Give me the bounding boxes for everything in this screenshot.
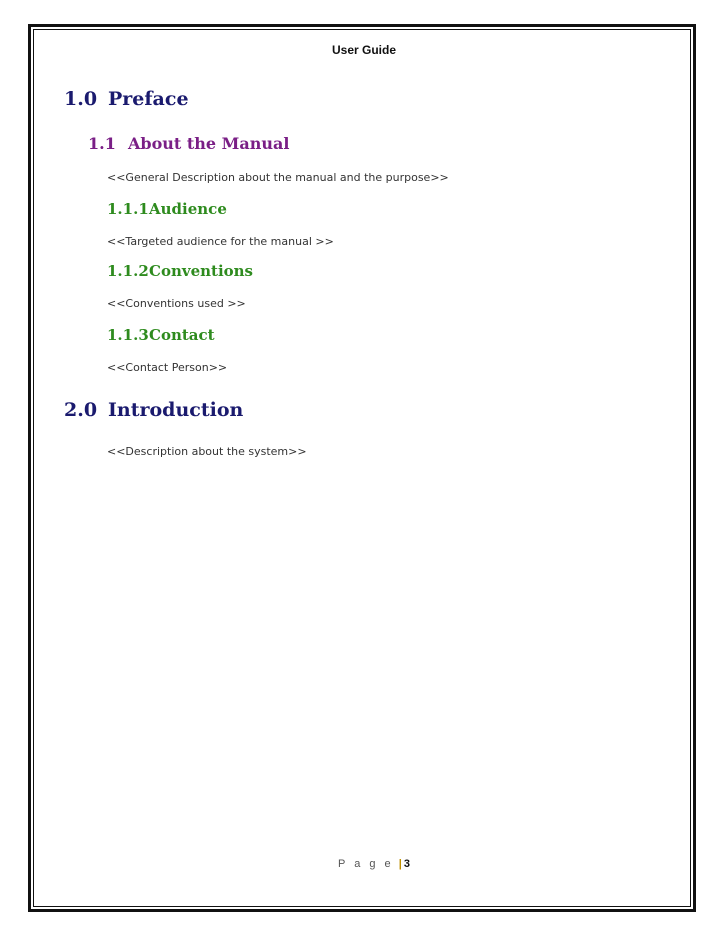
conventions-description: <<Conventions used >> <box>107 297 246 310</box>
about-description: <<General Description about the manual and the purpose>> <box>107 171 449 184</box>
heading-number: 1.0 <box>64 88 98 110</box>
heading-title: Contact <box>149 326 215 344</box>
page-separator: | <box>398 858 402 870</box>
heading-title: About the Manual <box>128 134 290 153</box>
contact-description: <<Contact Person>> <box>107 361 228 374</box>
heading-number: 1.1.3 <box>107 326 149 344</box>
heading-conventions <box>107 262 253 280</box>
heading-introduction <box>64 399 243 421</box>
page-number: 3 <box>403 858 410 870</box>
heading-preface <box>64 88 189 110</box>
heading-title: Audience <box>149 200 227 218</box>
page-header <box>0 43 728 57</box>
page-border-inner <box>33 29 691 907</box>
heading-number: 1.1 <box>88 134 116 153</box>
heading-title: Conventions <box>149 262 253 280</box>
audience-description: <<Targeted audience for the manual >> <box>107 235 334 248</box>
heading-audience <box>107 200 227 218</box>
header-title: User Guide <box>331 43 397 57</box>
page-footer <box>338 858 410 870</box>
heading-contact <box>107 326 215 344</box>
heading-title: Preface <box>108 88 189 110</box>
heading-number: 1.1.1 <box>107 200 149 218</box>
heading-title: Introduction <box>108 399 244 421</box>
introduction-description: <<Description about the system>> <box>107 445 307 458</box>
heading-number: 2.0 <box>64 399 98 421</box>
heading-about-manual <box>88 134 289 153</box>
heading-number: 1.1.2 <box>107 262 149 280</box>
page-label: P a g e <box>338 858 394 870</box>
